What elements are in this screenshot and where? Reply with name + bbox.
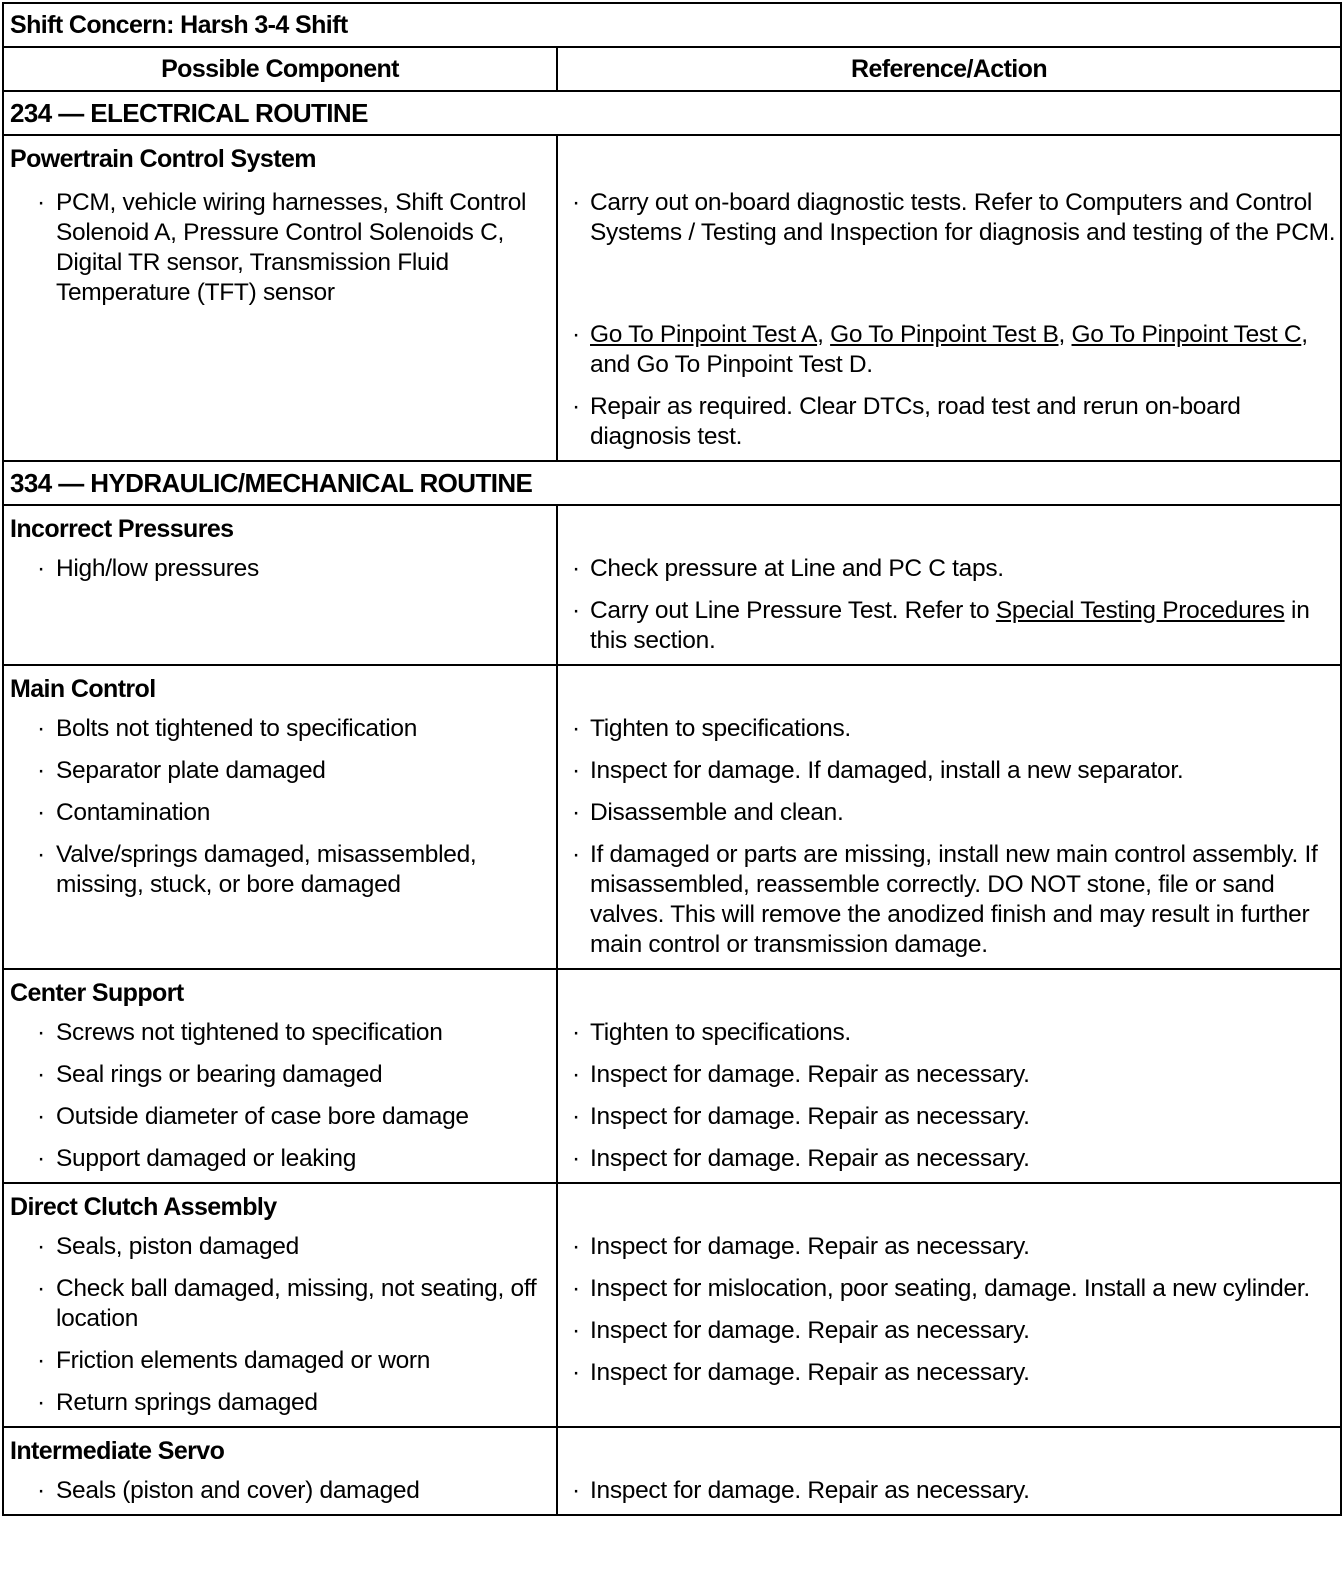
bullet-icon: ·: [572, 715, 580, 742]
group-row-intermediate-servo: [3, 1427, 1341, 1515]
action-item: · Inspect for mislocation, poor seating, damage. Install a new cylinder.: [572, 1275, 1310, 1302]
special-testing-procedures-link[interactable]: Special Testing Procedures: [995, 597, 1285, 624]
column-header-action: Reference/Action: [557, 47, 1341, 91]
pinpoint-test-a-link[interactable]: Go To Pinpoint Test A: [590, 321, 818, 348]
component-cell: [3, 1427, 557, 1515]
bullet-icon: ·: [572, 799, 580, 826]
routine-row: [3, 461, 1341, 505]
bullet-icon: ·: [572, 1359, 580, 1386]
bullet-icon: ·: [37, 1477, 45, 1504]
action-cell: [557, 969, 1341, 1183]
action-item: · Check pressure at Line and PC C taps.: [572, 555, 1004, 582]
component-item: · Contamination: [37, 799, 211, 826]
group-row-main-control: [3, 665, 1341, 969]
bullet-icon: ·: [572, 1019, 580, 1046]
bullet-icon: ·: [572, 1317, 580, 1344]
component-item: · Return springs damaged: [37, 1389, 318, 1416]
pinpoint-test-c-link[interactable]: Go To Pinpoint Test C: [1071, 321, 1302, 348]
bullet-icon: ·: [572, 1145, 580, 1172]
component-cell: [3, 1183, 557, 1427]
action-item: · Inspect for damage. Repair as necessary.: [572, 1477, 1030, 1504]
action-item: · Tighten to specifications.: [572, 1019, 851, 1046]
group-title: Intermediate Servo: [10, 1437, 225, 1465]
bullet-icon: ·: [572, 1275, 580, 1302]
action-cell: [557, 1427, 1341, 1515]
bullet-icon: ·: [572, 189, 580, 216]
bullet-icon: ·: [572, 757, 580, 784]
bullet-icon: ·: [572, 393, 580, 420]
bullet-icon: ·: [572, 321, 580, 348]
group-row-center-support: [3, 969, 1341, 1183]
component-item: · Outside diameter of case bore damage: [37, 1103, 469, 1130]
component-item: · Support damaged or leaking: [37, 1145, 357, 1172]
bullet-icon: ·: [37, 1145, 45, 1172]
action-item: · Carry out on-board diagnostic tests. Refer to Computers and Control Systems / Testing and Inspection for diagnosis and testing of the PCM.: [572, 189, 1336, 246]
action-item: · Repair as required. Clear DTCs, road test and rerun on-board diagnosis test.: [572, 393, 1241, 450]
bullet-icon: ·: [37, 1061, 45, 1088]
action-item: · Inspect for damage. Repair as necessary.: [572, 1145, 1030, 1172]
bullet-icon: ·: [37, 1233, 45, 1260]
bullet-icon: ·: [572, 1477, 580, 1504]
component-item: · Seals, piston damaged: [37, 1233, 299, 1260]
action-item: · Inspect for damage. Repair as necessary.: [572, 1359, 1030, 1386]
component-item: · Seal rings or bearing damaged: [37, 1061, 383, 1088]
component-cell: [3, 135, 557, 461]
component-item: · Valve/springs damaged, misassembled, missing, stuck, or bore damaged: [37, 841, 477, 898]
bullet-icon: ·: [572, 1061, 580, 1088]
bullet-icon: ·: [572, 841, 580, 868]
component-cell: [3, 969, 557, 1183]
action-item: · Inspect for damage. Repair as necessary.: [572, 1233, 1030, 1260]
component-item: · Bolts not tightened to specification: [37, 715, 418, 742]
component-item: · Friction elements damaged or worn: [37, 1347, 431, 1374]
action-item: · Carry out Line Pressure Test. Refer to Special Testing Procedures in this section.: [572, 597, 1310, 654]
bullet-icon: ·: [37, 1103, 45, 1130]
action-item: · Inspect for damage. Repair as necessary.: [572, 1317, 1030, 1344]
component-item: · High/low pressures: [37, 555, 259, 582]
routine-electrical-label: 234 — ELECTRICAL ROUTINE: [3, 91, 1341, 135]
bullet-icon: ·: [37, 555, 45, 582]
action-cell: [557, 505, 1341, 665]
bullet-icon: ·: [572, 1103, 580, 1130]
bullet-icon: ·: [37, 1275, 45, 1302]
action-item: · Disassemble and clean.: [572, 799, 844, 826]
action-cell: [557, 1183, 1341, 1427]
group-row-incorrect-pressures: [3, 505, 1341, 665]
header-row: [3, 47, 1341, 91]
bullet-icon: ·: [37, 757, 45, 784]
component-item: · Separator plate damaged: [37, 757, 326, 784]
action-item: · Inspect for damage. Repair as necessary.: [572, 1061, 1030, 1088]
action-cell: [557, 665, 1341, 969]
action-item: · Go To Pinpoint Test A, Go To Pinpoint Test B, Go To Pinpoint Test C, and Go To Pinpoint Test D.: [572, 321, 1308, 378]
group-row-direct-clutch-assembly: [3, 1183, 1341, 1427]
group-title: Direct Clutch Assembly: [10, 1193, 277, 1221]
action-cell: [557, 135, 1341, 461]
shift-concern-title: Shift Concern: Harsh 3-4 Shift: [3, 3, 1341, 47]
component-cell: [3, 505, 557, 665]
action-item: · Inspect for damage. Repair as necessary.: [572, 1103, 1030, 1130]
bullet-icon: ·: [37, 799, 45, 826]
group-row-powertrain-control-system: [3, 135, 1341, 461]
bullet-icon: ·: [37, 715, 45, 742]
component-item: · Seals (piston and cover) damaged: [37, 1477, 420, 1504]
action-item: · Inspect for damage. If damaged, install a new separator.: [572, 757, 1184, 784]
group-title: Main Control: [10, 675, 156, 703]
bullet-icon: ·: [37, 189, 45, 216]
title-row: [3, 3, 1341, 47]
action-item: · If damaged or parts are missing, install new main control assembly. If misassembled, reassemble correctly. DO NOT stone, file or sand valves. This will remove the anodized finish and may result in further main control or transmission damage.: [572, 841, 1318, 958]
component-item: · Screws not tightened to specification: [37, 1019, 443, 1046]
column-header-component: Possible Component: [3, 47, 557, 91]
group-title: Center Support: [10, 979, 184, 1007]
bullet-icon: ·: [37, 1389, 45, 1416]
bullet-icon: ·: [572, 1233, 580, 1260]
bullet-icon: ·: [572, 597, 580, 624]
routine-hydraulic-label: 334 — HYDRAULIC/MECHANICAL ROUTINE: [3, 461, 1341, 505]
group-title: Incorrect Pressures: [10, 515, 234, 543]
action-item: · Tighten to specifications.: [572, 715, 851, 742]
group-title: Powertrain Control System: [10, 145, 316, 173]
bullet-icon: ·: [37, 841, 45, 868]
routine-row: [3, 91, 1341, 135]
pinpoint-test-b-link[interactable]: Go To Pinpoint Test B: [830, 321, 1059, 348]
bullet-icon: ·: [572, 555, 580, 582]
bullet-icon: ·: [37, 1019, 45, 1046]
component-item: · Check ball damaged, missing, not seating, off location: [37, 1275, 537, 1332]
symptom-chart-table: [2, 2, 1342, 1516]
bullet-icon: ·: [37, 1347, 45, 1374]
component-cell: [3, 665, 557, 969]
component-item: · PCM, vehicle wiring harnesses, Shift Control Solenoid A, Pressure Control Solenoids C, Digital TR sensor, Transmission Fluid Temperature (TFT) sensor: [37, 189, 527, 306]
